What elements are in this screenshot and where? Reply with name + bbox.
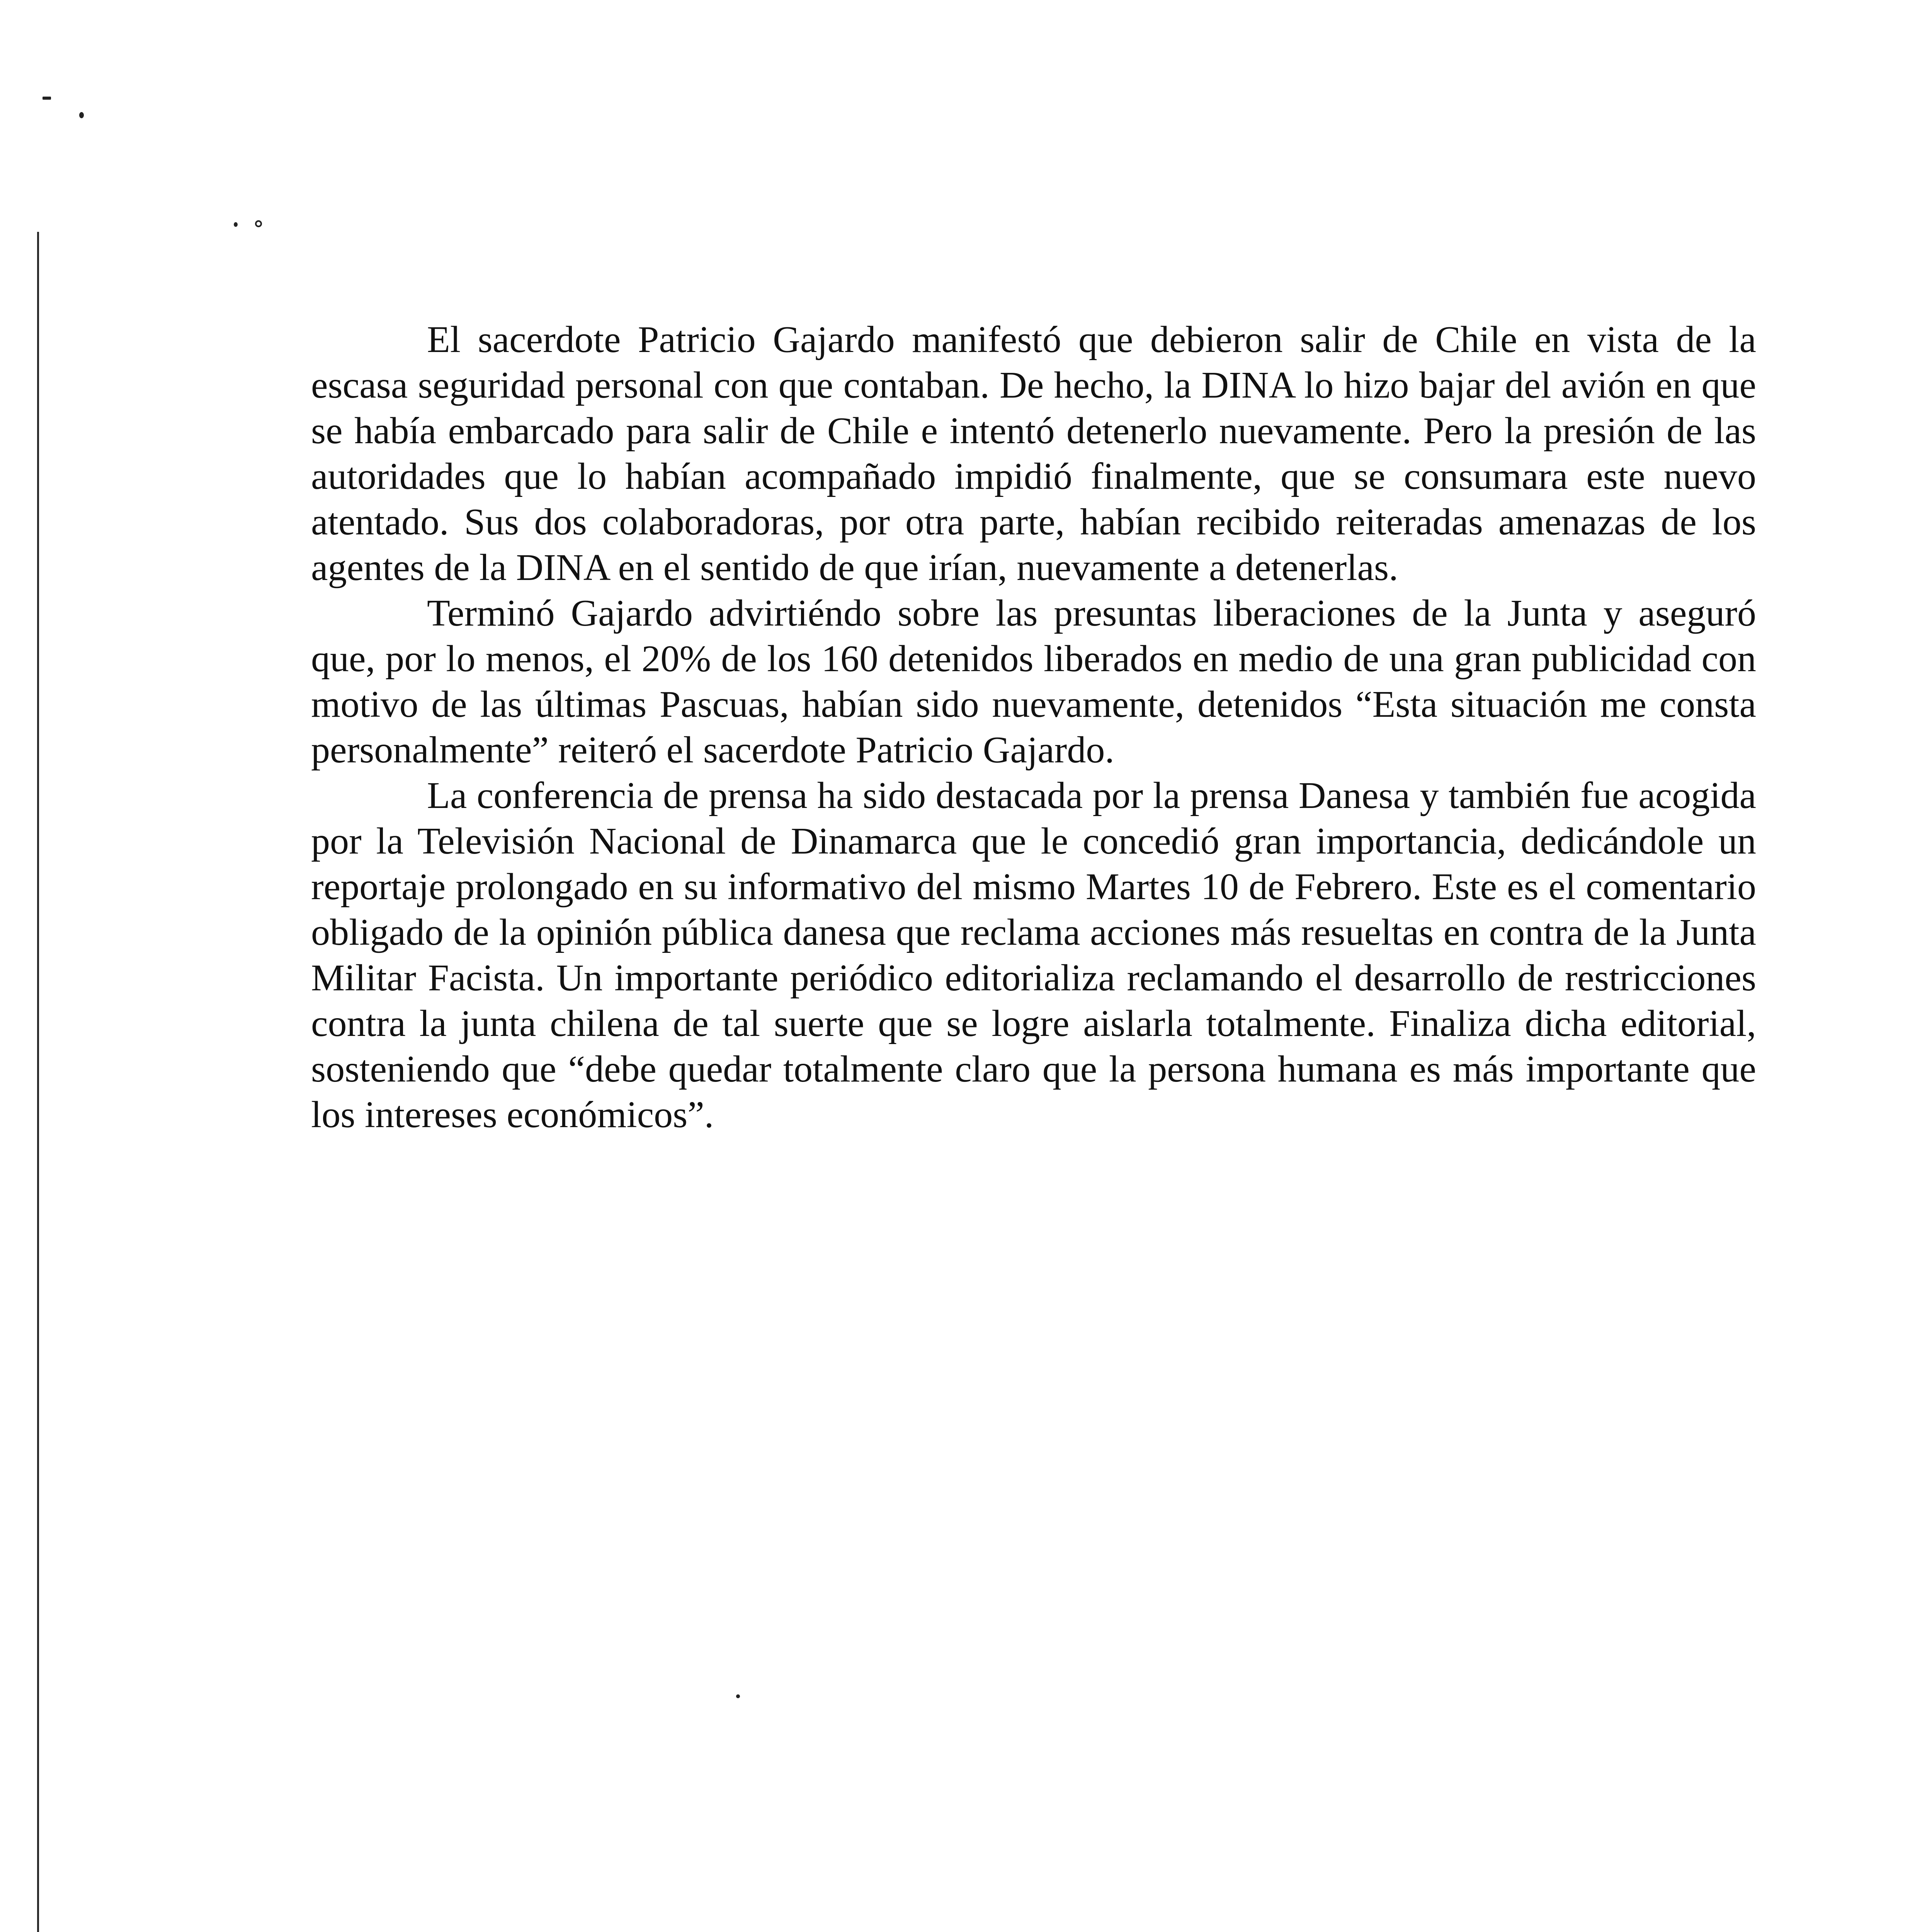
scan-speck bbox=[79, 112, 84, 118]
scan-speck bbox=[736, 1694, 740, 1698]
scan-speck bbox=[255, 220, 262, 227]
scan-margin-line bbox=[37, 232, 39, 1932]
scan-speck bbox=[43, 97, 51, 100]
paragraph: La conferencia de prensa ha sido destacada por la prensa Danesa y también fue acogida por la Televisión Nacional de Dinamarca que le concedió gran importancia, dedicándole un reportaje prolongado en su informativo del mismo Martes 10 de Febrero. Este es el comentario obligado de la opinión pública danesa que reclama acciones más resueltas en contra de la Junta Militar Facista. Un importante periódico editorializa reclamando el desarrollo de restricciones contra la junta chilena de tal suerte que se logre aislarla totalmente. Finaliza dicha editorial, sosteniendo que “debe quedar totalmente claro que la persona humana es más importante que los intereses económicos”. bbox=[311, 775, 1756, 1136]
paragraph: Terminó Gajardo advirtiéndo sobre las presuntas liberaciones de la Junta y aseguró que, por lo menos, el 20% de los 160 detenidos liberados en medio de una gran publicidad con motivo de las últimas Pascuas, habían sido nuevamente, detenidos “Esta situación me consta personalmente” reiteró el sacerdote Patricio Gajardo. bbox=[311, 592, 1756, 771]
scan-speck bbox=[234, 222, 238, 227]
document-body bbox=[311, 317, 1756, 1138]
paragraph: El sacerdote Patricio Gajardo manifestó que debieron salir de Chile en vista de la escasa seguridad personal con que contaban. De hecho, la DINA lo hizo bajar del avión en que se había embarcado para salir de Chile e intentó detenerlo nuevamente. Pero la presión de las autoridades que lo habían acompañado impidió finalmente, que se consumara este nuevo atentado. Sus dos colaboradoras, por otra parte, habían recibido reiteradas amenazas de los agentes de la DINA en el sentido de que irían, nuevamente a detenerlas. bbox=[311, 319, 1756, 588]
